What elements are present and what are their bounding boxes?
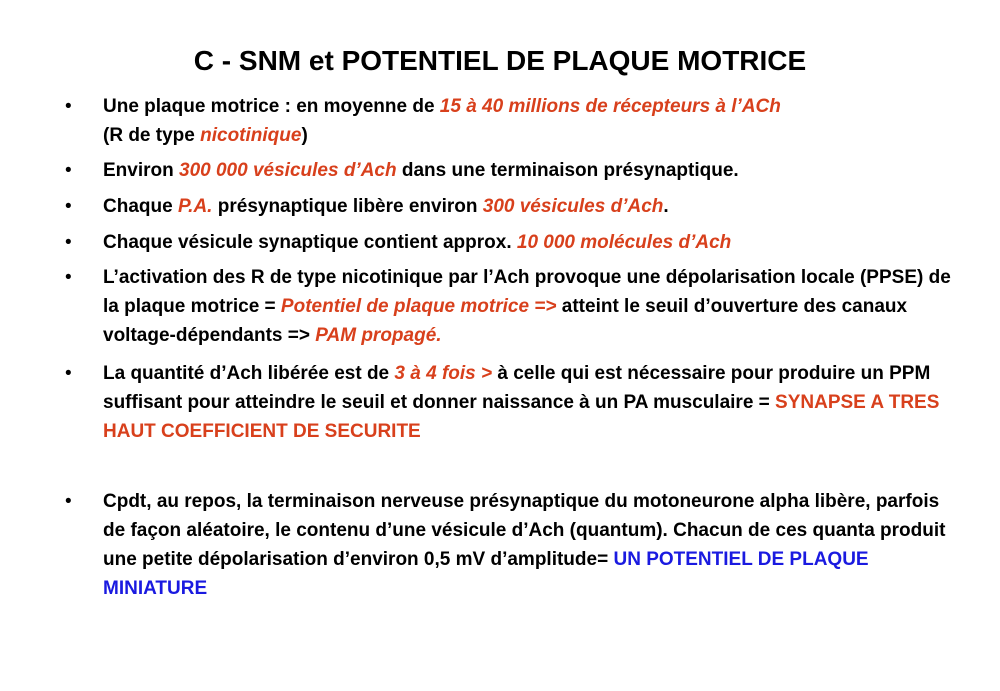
bullet-2-text-2: dans une terminaison présynaptique. [396,160,739,181]
bullet-3-highlight-2: 300 vésicules d’Ach [482,196,664,217]
bullet-3-text-2: présynaptique libère environ [212,196,483,217]
bullet-4-highlight: 10 000 molécules d’Ach [516,232,732,253]
bullet-item-6 [103,359,963,446]
bullet-item-4 [103,228,963,257]
bullet-3-text-3: . [663,196,669,217]
bullet-1-text-3: ) [301,125,308,146]
bullet-2-text: Environ [103,160,180,181]
bullet-3-highlight: P.A. [177,196,213,217]
bullet-1-text: Une plaque motrice : en moyenne de [103,96,440,117]
bullet-5-text-2: atteint le seuil d’ouverture des canaux voltage-dépendants => [103,296,908,346]
bullet-7-highlight: UN POTENTIEL DE PLAQUE MINIATURE [103,549,869,599]
bullet-1-text-2: (R de type [103,125,201,146]
bullet-7-text: Cpdt, au repos, la terminaison nerveuse présynaptique du motoneurone alpha libère, parfois de façon aléatoire, le contenu d’une vésicule d’Ach (quantum). Chacun de ces quanta produit une petite dépolarisation d’environ 0,5 mV d’amplitude= [103,491,946,570]
bullet-1-highlight: 15 à 40 millions de récepteurs à l’ACh [439,96,781,117]
bullet-6-text-2: à celle qui est nécessaire pour produire un PPM suffisant pour atteindre le seuil et donner naissance à un PA musculaire = [103,363,931,413]
bullet-3-text: Chaque [103,196,178,217]
bullet-5-text: L’activation des R de type nicotinique par l’Ach provoque une dépolarisation locale (PPSE) de la plaque motrice = [103,267,951,317]
bullet-5-highlight-2: PAM propagé. [315,325,442,346]
bullet-6-text: La quantité d’Ach libérée est de [103,363,395,384]
bullet-item-5 [103,263,963,350]
bullet-item-7 [103,487,963,603]
slide-title: C - SNM et POTENTIEL DE PLAQUE MOTRICE [193,45,807,76]
bullet-item-2 [103,156,963,185]
bullet-4-text: Chaque vésicule synaptique contient approx. [103,232,517,253]
bullet-1-highlight-2: nicotinique [200,125,302,146]
bullet-item-3 [103,192,963,221]
bullet-2-highlight: 300 000 vésicules d’Ach [179,160,397,181]
bullet-6-highlight: 3 à 4 fois > [394,363,493,384]
bullet-6-highlight-2: SYNAPSE A TRES HAUT COEFFICIENT DE SECURITE [103,392,940,442]
bullet-item-1 [103,92,963,150]
bullet-5-highlight: Potentiel de plaque motrice => [280,296,557,317]
